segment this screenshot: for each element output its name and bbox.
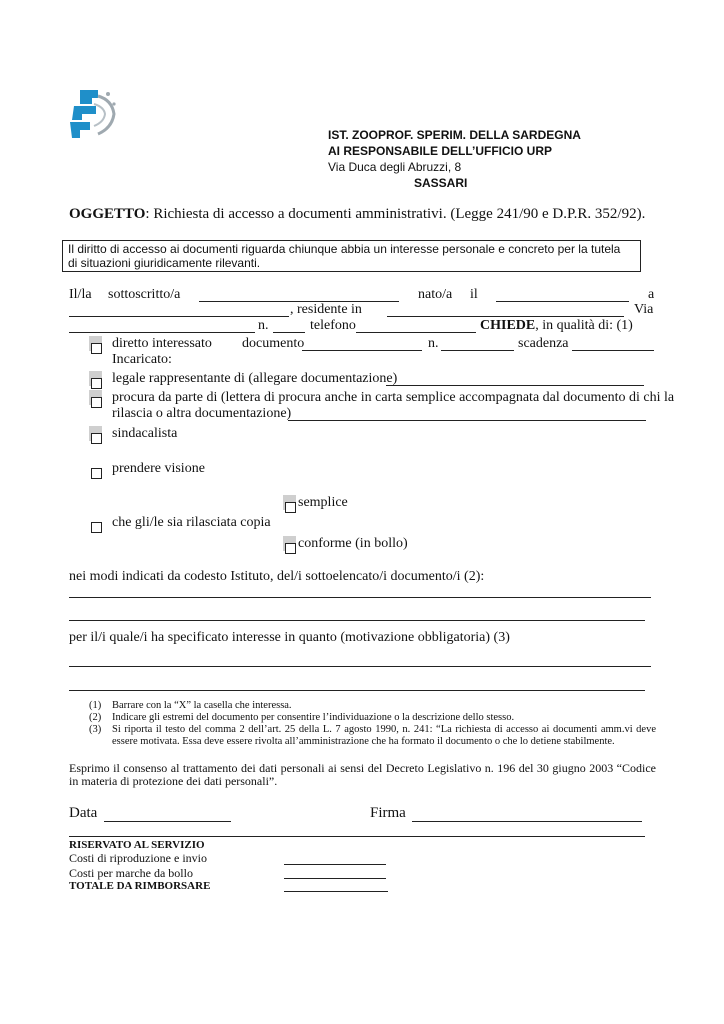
checkbox-visione[interactable] (91, 464, 102, 482)
motivation-field-1[interactable] (69, 666, 651, 667)
n-label: n. (258, 318, 269, 333)
via-label: Via (634, 302, 654, 317)
subject-line (69, 206, 645, 223)
copia-label: che gli/le sia rilasciata copia (112, 515, 271, 530)
diretto-label: diretto interessato (112, 336, 212, 351)
notice-line-1: Il diritto di accesso ai documenti riguarda chiunque abbia un interesse personale e concreto per la tutela (68, 242, 621, 256)
institute-name: IST. ZOOPROF. SPERIM. DELLA SARDEGNA (328, 128, 581, 142)
document-number-field[interactable] (441, 350, 514, 351)
signature-field[interactable] (412, 821, 642, 822)
institute-logo (66, 86, 120, 142)
legale-label: legale rappresentante di (allegare documentazione) (112, 371, 398, 386)
firma-label: Firma (370, 805, 406, 821)
birthplace-field[interactable] (69, 316, 289, 317)
note-num: (1) (89, 700, 102, 711)
note-text: Barrare con la “X” la casella che interessa. (112, 700, 292, 711)
residence-field[interactable] (387, 316, 624, 317)
sindacalista-label: sindacalista (112, 426, 178, 441)
reserved-row-label: Costi di riproduzione e invio (69, 851, 207, 865)
total-field[interactable] (284, 891, 388, 892)
checkbox-sindacalista[interactable] (91, 429, 102, 447)
procura-field[interactable] (288, 420, 646, 421)
checkbox-diretto[interactable] (91, 339, 102, 357)
motivation-field-2[interactable] (69, 690, 645, 691)
reproduction-cost-field[interactable] (284, 864, 386, 865)
divider (69, 836, 645, 837)
date-field[interactable] (104, 821, 231, 822)
documento-label: documento (242, 336, 305, 351)
note-text: Indicare gli estremi del documento per consentire l’individuazione o la descrizione dello stesso. (112, 712, 515, 723)
subject-label: OGGETTO (69, 206, 146, 222)
chiede-label: CHIEDE (480, 318, 536, 333)
consent-text: Esprimo il consenso al trattamento dei dati personali ai sensi del Decreto Legislativo n. 196 del 30 giugno 2003 “Codice in materia di protezione dei dati personali”. (69, 761, 656, 788)
procura-label-2: rilascia o altra documentazione) (112, 406, 292, 421)
telefono-label: telefono (310, 318, 356, 333)
recipient: AI RESPONSABILE DELL’UFFICIO URP (328, 144, 553, 158)
il-label: il (470, 287, 478, 302)
chiede-line (480, 318, 633, 334)
procura-label-1: procura da parte di (lettera di procura anche in carta semplice accompagnata dal documento di chi la (112, 390, 675, 405)
residente-label: , residente in (290, 302, 362, 317)
city: SASSARI (414, 176, 468, 190)
note-text: Si riporta il testo del comma 2 dell’art. 25 della L. 7 agosto 1990, n. 241: “La richiesta di accesso ai documenti amm.vi deve essere motivata. Essa deve essere rivolta all’amministrazione che ha formato il documento o che lo detiene stabilmente. (112, 724, 656, 747)
street-field[interactable] (69, 332, 255, 333)
street-number-field[interactable] (273, 332, 305, 333)
notice-line-2: di situazioni giuridicamente rilevanti. (68, 256, 261, 270)
reserved-row-label: Costi per marche da bollo (69, 866, 193, 880)
checkbox-copia[interactable] (91, 518, 102, 536)
checkbox-semplice[interactable] (285, 498, 296, 516)
document-field[interactable] (302, 350, 422, 351)
qualita-label: , in qualità di: (1) (535, 318, 633, 333)
incaricato-label: Incaricato: (112, 352, 172, 367)
documents-field-1[interactable] (69, 597, 651, 598)
address: Via Duca degli Abruzzi, 8 (328, 160, 462, 174)
doc-n-label: n. (428, 336, 439, 351)
data-label: Data (69, 805, 98, 821)
documents-label: nei modi indicati da codesto Istituto, del/i sottoelencato/i documento/i (2): (69, 569, 485, 584)
checkbox-conforme[interactable] (285, 539, 296, 557)
conforme-label: conforme (in bollo) (298, 536, 408, 551)
a-label: a (648, 287, 655, 302)
nato-label: nato/a (418, 287, 453, 302)
birth-date-field[interactable] (496, 301, 629, 302)
reserved-total-label: TOTALE DA RIMBORSARE (69, 880, 211, 892)
checkbox-procura[interactable] (91, 393, 102, 411)
visione-label: prendere visione (112, 461, 205, 476)
documents-field-2[interactable] (69, 620, 645, 621)
reserved-title: RISERVATO AL SERVIZIO (69, 839, 205, 851)
note-num: (3) (89, 724, 102, 735)
stamp-cost-field[interactable] (284, 878, 386, 879)
motivation-label: per il/i quale/i ha specificato interesse in quanto (motivazione obbligatoria) (3) (69, 630, 510, 645)
subject-text: : Richiesta di accesso a documenti amministrativi. (Legge 241/90 e D.P.R. 352/92). (145, 206, 646, 222)
phone-field[interactable] (356, 332, 476, 333)
ilLa-label: Il/la (69, 287, 92, 302)
sottoscritto-label: sottoscritto/a (108, 287, 181, 302)
semplice-label: semplice (298, 495, 348, 510)
expiry-field[interactable] (572, 350, 654, 351)
note-num: (2) (89, 712, 102, 723)
scadenza-label: scadenza (518, 336, 569, 351)
legale-field[interactable] (386, 385, 644, 386)
